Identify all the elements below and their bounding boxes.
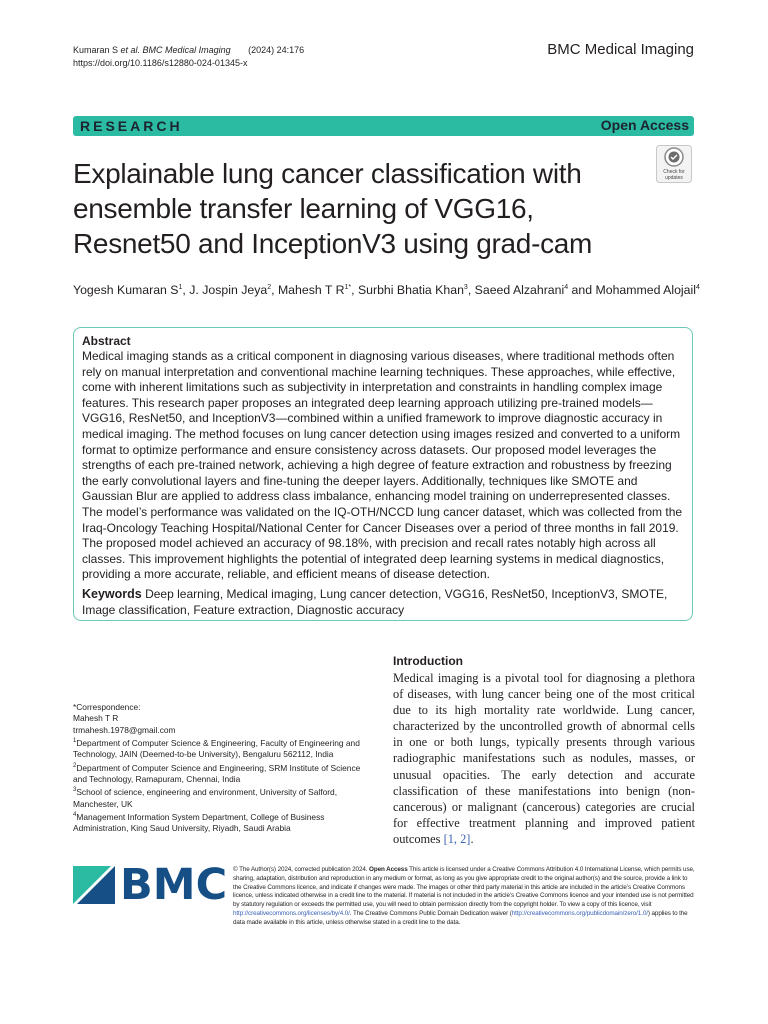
author-name[interactable]: Yogesh Kumaran S (73, 283, 179, 297)
keywords-block (82, 587, 684, 618)
citation-line (73, 44, 304, 57)
bmc-logo-text: BMC (120, 860, 228, 910)
check-updates-line2: updates (665, 175, 683, 181)
license-copyright: © The Author(s) 2024, corrected publication 2024. (233, 866, 370, 873)
introduction-text (393, 670, 695, 847)
affiliation-text: Department of Computer Science & Engineering, Faculty of Engineering and Technology, JAIN (Deemed-to-be University), Bengaluru 562112, India (73, 738, 360, 760)
license-link-by[interactable]: http://creativecommons.org/licenses/by/4.0/ (233, 909, 350, 917)
introduction-heading: Introduction (393, 654, 463, 668)
bmc-logo-icon (73, 866, 115, 904)
introduction-body: Medical imaging is a pivotal tool for diagnosing a plethora of diseases, with lung cancer being one of the most critical due to its high mortality rate worldwide. Lung cancer, characterized by the uncontrolled growth of abnormal cells in one or both lungs, typically presents through various radiographic manifestations such as nodules, masses, or unusual opacities. The early detection and accurate classification of these manifestations into benign (non-cancerous) or malignant (cancerous) categories are crucial for effective treatment planning and improved patient outcomes (393, 671, 695, 846)
affiliation-sup: 4 (73, 812, 77, 819)
open-access-label: Open Access (600, 117, 689, 133)
affiliation-item (73, 785, 363, 810)
header-year-volume: (2024) 24:176 (248, 45, 305, 55)
correspondence-email[interactable]: trmahesh.1978@gmail.com (73, 724, 176, 735)
author-name[interactable]: Mohammed Alojail (595, 283, 696, 297)
affiliation-sup: 1 (73, 738, 77, 745)
affiliation-text: School of science, engineering and environment, University of Salford, Manchester, UK (73, 787, 338, 809)
license-open-access: Open Access (369, 866, 408, 873)
journal-name: BMC Medical Imaging (547, 41, 694, 58)
keywords-label: Keywords (82, 587, 142, 601)
author-affiliation-sup: 4 (564, 283, 569, 291)
introduction-end: . (470, 831, 474, 846)
running-header (73, 44, 304, 70)
abstract-text: Medical imaging stands as a critical component in diagnosing various diseases, where traditional methods often rely on manual interpretation and conventional machine learning techniques. These approaches, while effective, come with inherent limitations such as subjectivity in interpretation and constraints in handling complex image features. This research paper proposes an integrated deep learning approach utilizing pre-trained models—VGG16, ResNet50, and InceptionV3—combined within a unified framework to improve diagnostic accuracy in medical imaging. The method focuses on lung cancer detection using images resized and converted to a uniform format to optimize performance and ensure consistency across datasets. Our proposed model leverages the strengths of each pre-trained network, achieving a high degree of feature extraction and robustness by freezing the early convolutional layers and fine-tuning the deeper layers. Additionally, techniques like SMOTE and Gaussian Blur are applied to address class imbalance, enhancing model training on underrepresented classes. The model’s performance was validated on the IQ-OTH/NCCD lung cancer dataset, which was collected from the Iraq-Oncology Teaching Hospital/National Center for Cancer Diseases over a period of three months in fall 2019. The proposed model achieved an accuracy of 98.18%, with precision and recall rates notably high across all classes. This improvement highlights the potential of integrated deep learning systems in medical diagnostics, providing a more accurate, reliable, and efficient means of disease detection. (82, 349, 683, 582)
header-etal-journal: et al. BMC Medical Imaging (120, 45, 231, 55)
affiliation-text: Management Information System Department, College of Business Administration, King Saud University, Riyadh, Saudi Arabia (73, 811, 325, 834)
license-link-zero[interactable]: http://creativecommons.org/publicdomain/zero/1.0/ (511, 909, 648, 917)
author-name[interactable]: Surbhi Bhatia Khan (357, 283, 464, 297)
author-affiliation-sup: 2 (267, 283, 272, 291)
author-name[interactable]: Saeed Alzahrani (474, 283, 565, 297)
license-body-3: ) applies to the data made available in this article, unless otherwise stated in a credit line to the data. (233, 909, 688, 926)
article-type-bar (73, 116, 694, 136)
footnotes (73, 702, 363, 835)
affiliation-sup: 3 (73, 787, 77, 794)
author-affiliation-sup: 3 (463, 283, 468, 291)
check-updates-line1: Check for (663, 169, 685, 175)
abstract-heading: Abstract (82, 334, 131, 348)
header-first-author: Kumaran S (73, 45, 119, 55)
affiliation-item (73, 761, 363, 786)
author-list: Yogesh Kumaran $S^1$, J. Jospin Jeya$^2$, Mahesh T $R^{1*}$, Surbhi Bhatia Khan$^3$, Saeed Alzahrani$^4$ and Mohammed Alojail$^4$ (73, 283, 700, 297)
author-affiliation-sup: 1 (178, 283, 183, 291)
correspondence-name: Mahesh T R (73, 713, 119, 724)
license-text (233, 866, 695, 928)
affiliation-item (73, 736, 363, 761)
author-affiliation-sup: 4 (695, 283, 700, 291)
license-body: This article is licensed under a Creative Commons Attribution 4.0 International License, which permits use, sharing, adaptation, distribution and reproduction in any medium or format, as long as you give appropriate credit to the original author(s) and the source, provide a link to the Creative Commons licence, and indicate if changes were made. The images or other third party material in this article are included in the article’s Creative Commons licence, unless indicated otherwise in a credit line to the material. If material is not included in the article’s Creative Commons licence and your intended use is not permitted by statutory regulation or exceeds the permitted use, you will need to obtain permission directly from the copyright holder. To view a copy of this licence, visit (233, 866, 695, 909)
affiliation-sup: 2 (73, 762, 77, 769)
citation-link[interactable]: [1, 2] (443, 831, 471, 846)
author-name[interactable]: Mahesh T R (277, 283, 345, 297)
license-body-2: . The Creative Commons Public Domain Dedication waiver ( (349, 909, 512, 917)
keywords-text: Deep learning, Medical imaging, Lung cancer detection, VGG16, ResNet50, InceptionV3, SMOTE, Image classification, Feature extraction, Diagnostic accuracy (82, 587, 668, 617)
check-for-updates-icon[interactable] (656, 145, 692, 183)
doi-link[interactable]: https://doi.org/10.1186/s12880-024-01345-x (73, 58, 248, 68)
article-title: Explainable lung cancer classification with ensemble transfer learning of VGG16, Resnet50 and InceptionV3 using grad-cam (73, 158, 593, 259)
affiliation-list (73, 736, 363, 834)
author-affiliation-sup: 1* (344, 283, 352, 291)
author-name[interactable]: J. Jospin Jeya (189, 283, 268, 297)
correspondence-label: *Correspondence: (73, 702, 141, 712)
affiliation-text: Department of Computer Science and Engineering, SRM Institute of Science and Technology, Ramapuram, Chennai, India (73, 762, 361, 785)
article-type-label: RESEARCH (80, 118, 183, 134)
affiliation-item (73, 810, 363, 835)
